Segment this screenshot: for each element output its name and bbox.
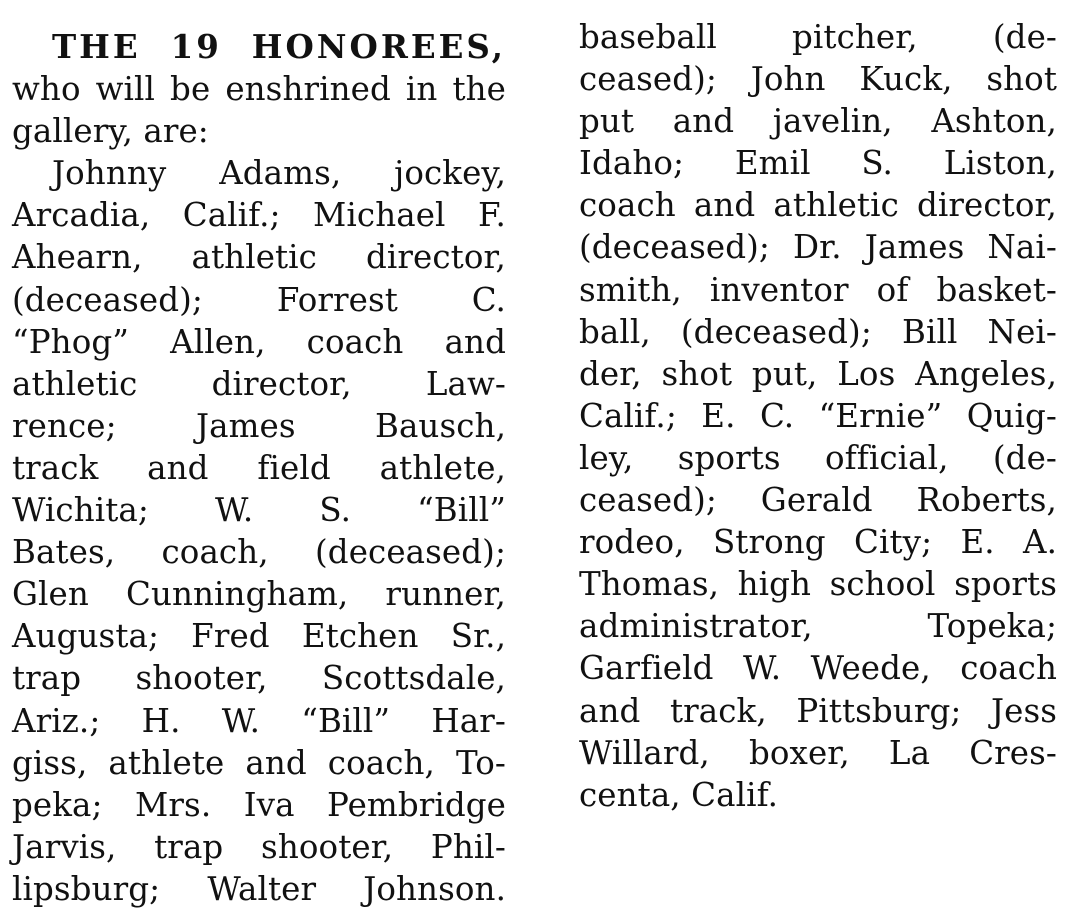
text-line: ball, (deceased); Bill Nei- — [579, 312, 1057, 351]
text-line: ceased); John Kuck, shot — [579, 60, 1057, 99]
text-line: der, shot put, Los Angeles, — [579, 354, 1057, 393]
text-line: coach and athletic director, — [579, 186, 1057, 225]
text-line: ceased); Gerald Roberts, — [579, 481, 1057, 520]
article-headline: THE 19 HONOREES, — [52, 27, 506, 66]
text-line: Bates, coach, (deceased); — [12, 533, 506, 572]
text-line: administrator, Topeka; — [579, 607, 1057, 646]
text-line: Thomas, high school sports — [579, 565, 1057, 604]
text-line: Jarvis, trap shooter, Phil- — [12, 827, 506, 866]
text-line: peka; Mrs. Iva Pembridge — [12, 785, 506, 824]
text-line: Johnny Adams, jockey, — [52, 154, 506, 193]
text-line: smith, inventor of basket- — [579, 270, 1057, 309]
text-line: Idaho; Emil S. Liston, — [579, 144, 1057, 183]
text-line: put and javelin, Ashton, — [579, 102, 1057, 141]
text-line: Ahearn, athletic director, — [12, 238, 506, 277]
text-line: Wichita; W. S. “Bill” — [12, 491, 506, 530]
text-line: Garfield W. Weede, coach — [579, 649, 1057, 688]
text-line: Arcadia, Calif.; Michael F. — [12, 196, 506, 235]
text-line: Ariz.; H. W. “Bill” Har- — [12, 701, 506, 740]
text-line: baseball pitcher, (de- — [579, 18, 1057, 56]
text-line: Augusta; Fred Etchen Sr., — [12, 617, 506, 656]
text-line: giss, athlete and coach, To- — [12, 743, 506, 782]
text-line: athletic director, Law- — [12, 364, 506, 403]
text-line: centa, Calif. — [579, 775, 778, 814]
text-line: lipsburg; Walter Johnson. — [12, 869, 506, 908]
article-column-right — [579, 16, 1057, 816]
text-line: who will be enshrined in the — [12, 70, 506, 109]
text-line: rodeo, Strong City; E. A. — [579, 523, 1057, 562]
article-column-left — [12, 26, 506, 910]
text-line: (deceased); Forrest C. — [12, 280, 506, 319]
text-line: rence; James Bausch, — [12, 406, 506, 445]
text-line: gallery, are: — [12, 112, 209, 151]
text-line: track and field athlete, — [12, 448, 506, 487]
text-line: (deceased); Dr. James Nai- — [579, 228, 1057, 267]
text-line: Glen Cunningham, runner, — [12, 575, 506, 614]
text-line: “Phog” Allen, coach and — [12, 322, 506, 361]
text-line: Willard, boxer, La Cres- — [579, 733, 1057, 772]
text-line: ley, sports official, (de- — [579, 438, 1057, 477]
text-line: Calif.; E. C. “Ernie” Quig- — [579, 396, 1057, 435]
text-line: and track, Pittsburg; Jess — [579, 691, 1057, 730]
text-line: trap shooter, Scottsdale, — [12, 659, 506, 698]
